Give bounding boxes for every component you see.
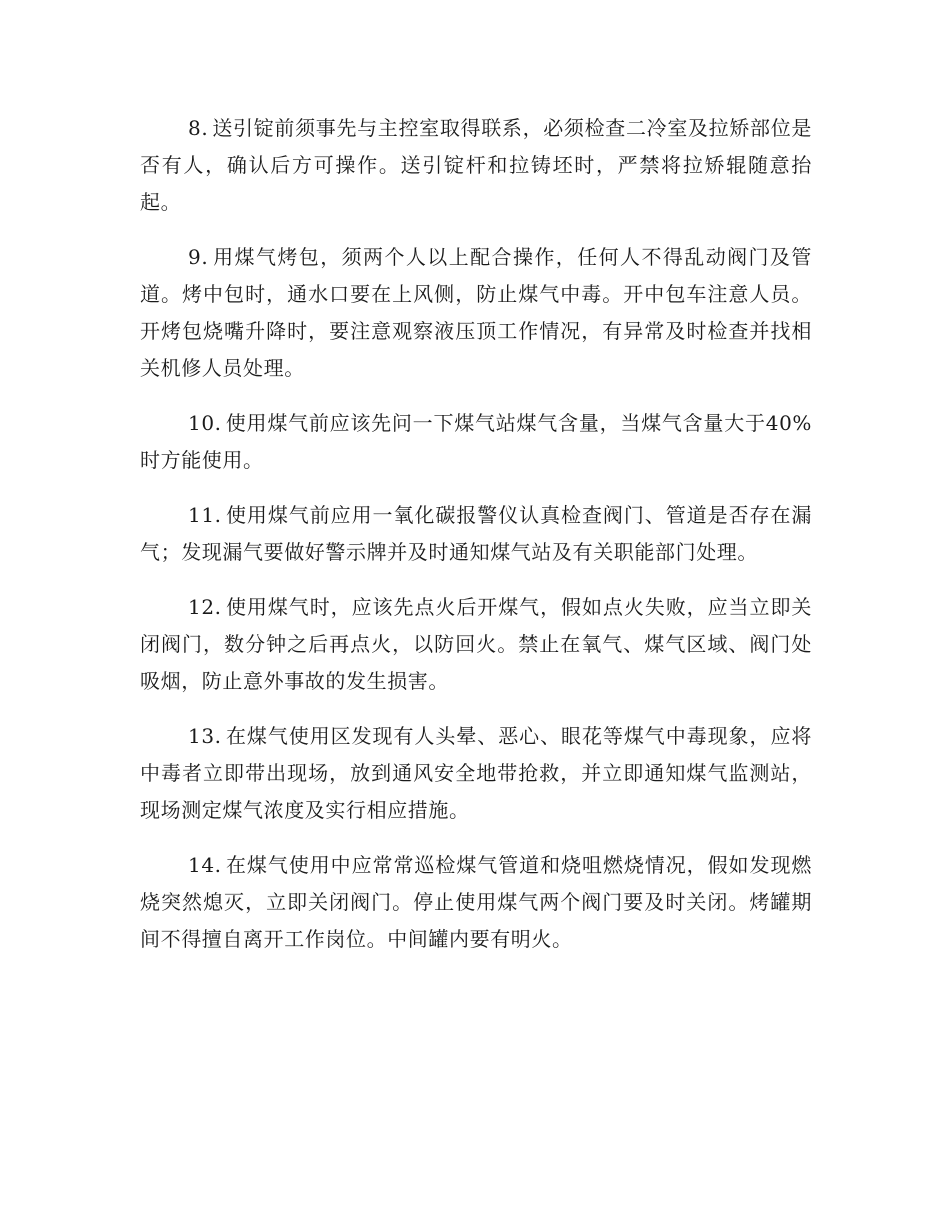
paragraph-11 — [140, 497, 812, 571]
paragraph-12 — [140, 589, 812, 700]
paragraph-number: 12. — [188, 595, 222, 619]
paragraph-text: 在煤气使用区发现有人头晕、恶心、眼花等煤气中毒现象，应将中毒者立即带出现场，放到通风安全地带抢救，并立即通知煤气监测站，现场测定煤气浓度及实行相应措施。 — [140, 724, 812, 822]
paragraph-10 — [140, 405, 812, 479]
paragraph-number: 10. — [188, 411, 222, 435]
paragraph-8 — [140, 110, 812, 221]
document-body — [140, 110, 812, 976]
paragraph-text: 用煤气烤包，须两个人以上配合操作，任何人不得乱动阀门及管道。烤中包时，通水口要在上风侧，防止煤气中毒。开中包车注意人员。开烤包烧嘴升降时，要注意观察液压顶工作情况，有异常及时检查并找相关机修人员处理。 — [140, 245, 812, 380]
paragraph-text: 送引锭前须事先与主控室取得联系，必须检查二冷室及拉矫部位是否有人，确认后方可操作。送引锭杆和拉铸坯时，严禁将拉矫辊随意抬起。 — [140, 116, 812, 214]
paragraph-9 — [140, 239, 812, 387]
paragraph-text: 使用煤气时，应该先点火后开煤气，假如点火失败，应当立即关闭阀门，数分钟之后再点火，以防回火。禁止在氧气、煤气区域、阀门处吸烟，防止意外事故的发生损害。 — [140, 595, 812, 693]
paragraph-number: 8. — [188, 116, 209, 140]
paragraph-number: 13. — [188, 724, 222, 748]
paragraph-14 — [140, 847, 812, 958]
paragraph-number: 14. — [188, 853, 222, 877]
paragraph-text: 在煤气使用中应常常巡检煤气管道和烧咀燃烧情况，假如发现燃烧突然熄灭，立即关闭阀门。停止使用煤气两个阀门要及时关闭。烤罐期间不得擅自离开工作岗位。中间罐内要有明火。 — [140, 853, 812, 951]
paragraph-number: 9. — [188, 245, 209, 269]
paragraph-text: 使用煤气前应用一氧化碳报警仪认真检查阀门、管道是否存在漏气；发现漏气要做好警示牌并及时通知煤气站及有关职能部门处理。 — [140, 503, 812, 564]
paragraph-13 — [140, 718, 812, 829]
paragraph-number: 11. — [188, 503, 222, 527]
paragraph-text: 使用煤气前应该先问一下煤气站煤气含量，当煤气含量大于40%时方能使用。 — [140, 411, 812, 472]
